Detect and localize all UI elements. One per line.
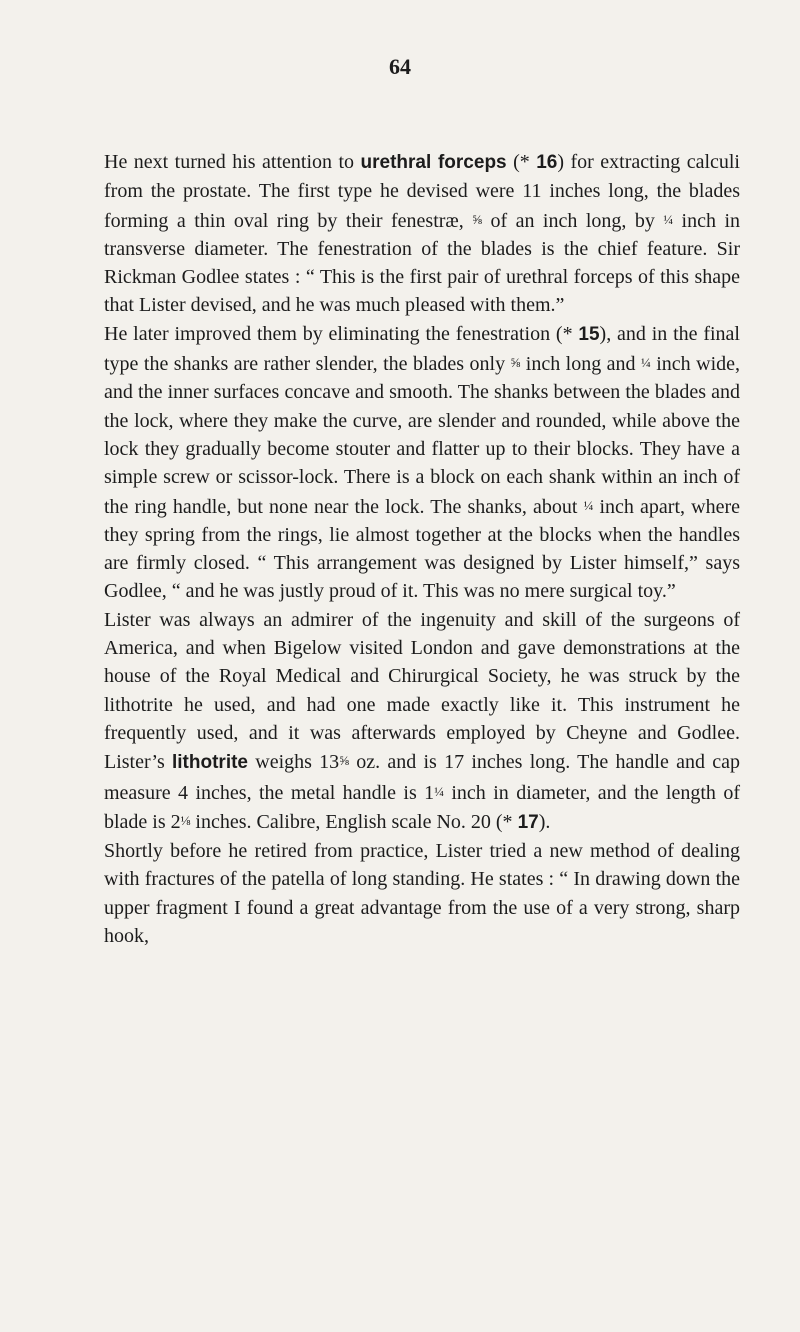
- fraction: ¼: [583, 497, 594, 513]
- text-run: ).: [538, 810, 551, 833]
- bold-term: urethral forceps: [360, 152, 507, 173]
- paragraph: [104, 148, 740, 320]
- text-run: inch wide, and the inner surfaces concave and smooth. The shanks between the blades and the lock, where they make the curve, are slender and rounded, while above the lock they gradually become stouter and flatter up to their blocks. They have a simple screw or scissor-lock. There is a block on each shank within an inch of the ring handle, but none near the lock. The shanks, about: [104, 353, 740, 518]
- text-run: inch in transverse diameter. The fenestration of the blades is the chief feature. Sir Rickman Godlee states : “ This is the first pair of urethral forceps of this shape that Lister devised, and he was much pleased with them.”: [104, 209, 741, 317]
- fraction: ⅝: [510, 355, 521, 371]
- text-run: inch in diameter, and the length of blade is 2: [104, 781, 740, 833]
- text-run: Lister was always an admirer of the ingenuity and skill of the surgeons of America, and when Bigelow visited London and gave demonstrations at the house of the Royal Medical and Chirurgical Society, he was struck by the lithotrite he used, and had one made exactly like it. This instrument he frequently used, and it was afterwards employed by Cheyne and Godlee. Lister’s: [104, 608, 740, 774]
- text-run: He later improved them by eliminating the fenestration (*: [104, 322, 579, 345]
- text-run: (*: [506, 151, 537, 173]
- fraction: ⅛: [180, 812, 191, 828]
- fraction: ⅝: [472, 211, 482, 227]
- paragraph: [104, 606, 740, 837]
- text-run: inch long and: [520, 353, 642, 376]
- text-run: oz. and is 17 inches long. The handle and cap measure 4 inches, the metal handle is 1: [104, 751, 740, 804]
- text-run: inch apart, where they spring from the rings, lie almost together at the blocks when the handles are firmly closed. “ This arrangement was designed by Lister himself,” says Godlee, “ and he was justly proud of it. This was no mere surgical toy.”: [104, 495, 740, 603]
- bold-term: 15: [578, 323, 600, 345]
- fraction: ¼: [641, 355, 651, 371]
- bold-term: 16: [536, 152, 558, 173]
- text-run: ) for extracting calculi from the prostate. The first type he devised were 11 inches long, the blades forming a thin oval ring by their fenestræ,: [104, 151, 740, 232]
- text-run: of an inch long, by: [481, 209, 664, 232]
- text-run: weighs 13: [248, 751, 340, 774]
- text-run: He next turned his attention to: [104, 151, 361, 173]
- bold-term: 17: [517, 811, 539, 833]
- paragraph: [104, 837, 740, 950]
- text-run: ), and in the final type the shanks are rather slender, the blades only: [104, 322, 740, 376]
- text-run: inches. Calibre, English scale No. 20 (*: [190, 810, 518, 833]
- page-number: 64: [389, 54, 411, 79]
- fraction: ¼: [663, 211, 674, 227]
- body-text: [104, 148, 740, 950]
- fraction: ¼: [434, 783, 444, 799]
- paragraph: [104, 320, 740, 606]
- fraction: ⅝: [339, 753, 349, 769]
- bold-term: lithotrite: [172, 752, 248, 774]
- text-run: Shortly before he retired from practice, Lister tried a new method of dealing with fractures of the patella of long standing. He states : “ In drawing down the upper fragment I found a great advantage from the use of a very strong, sharp hook,: [104, 840, 740, 948]
